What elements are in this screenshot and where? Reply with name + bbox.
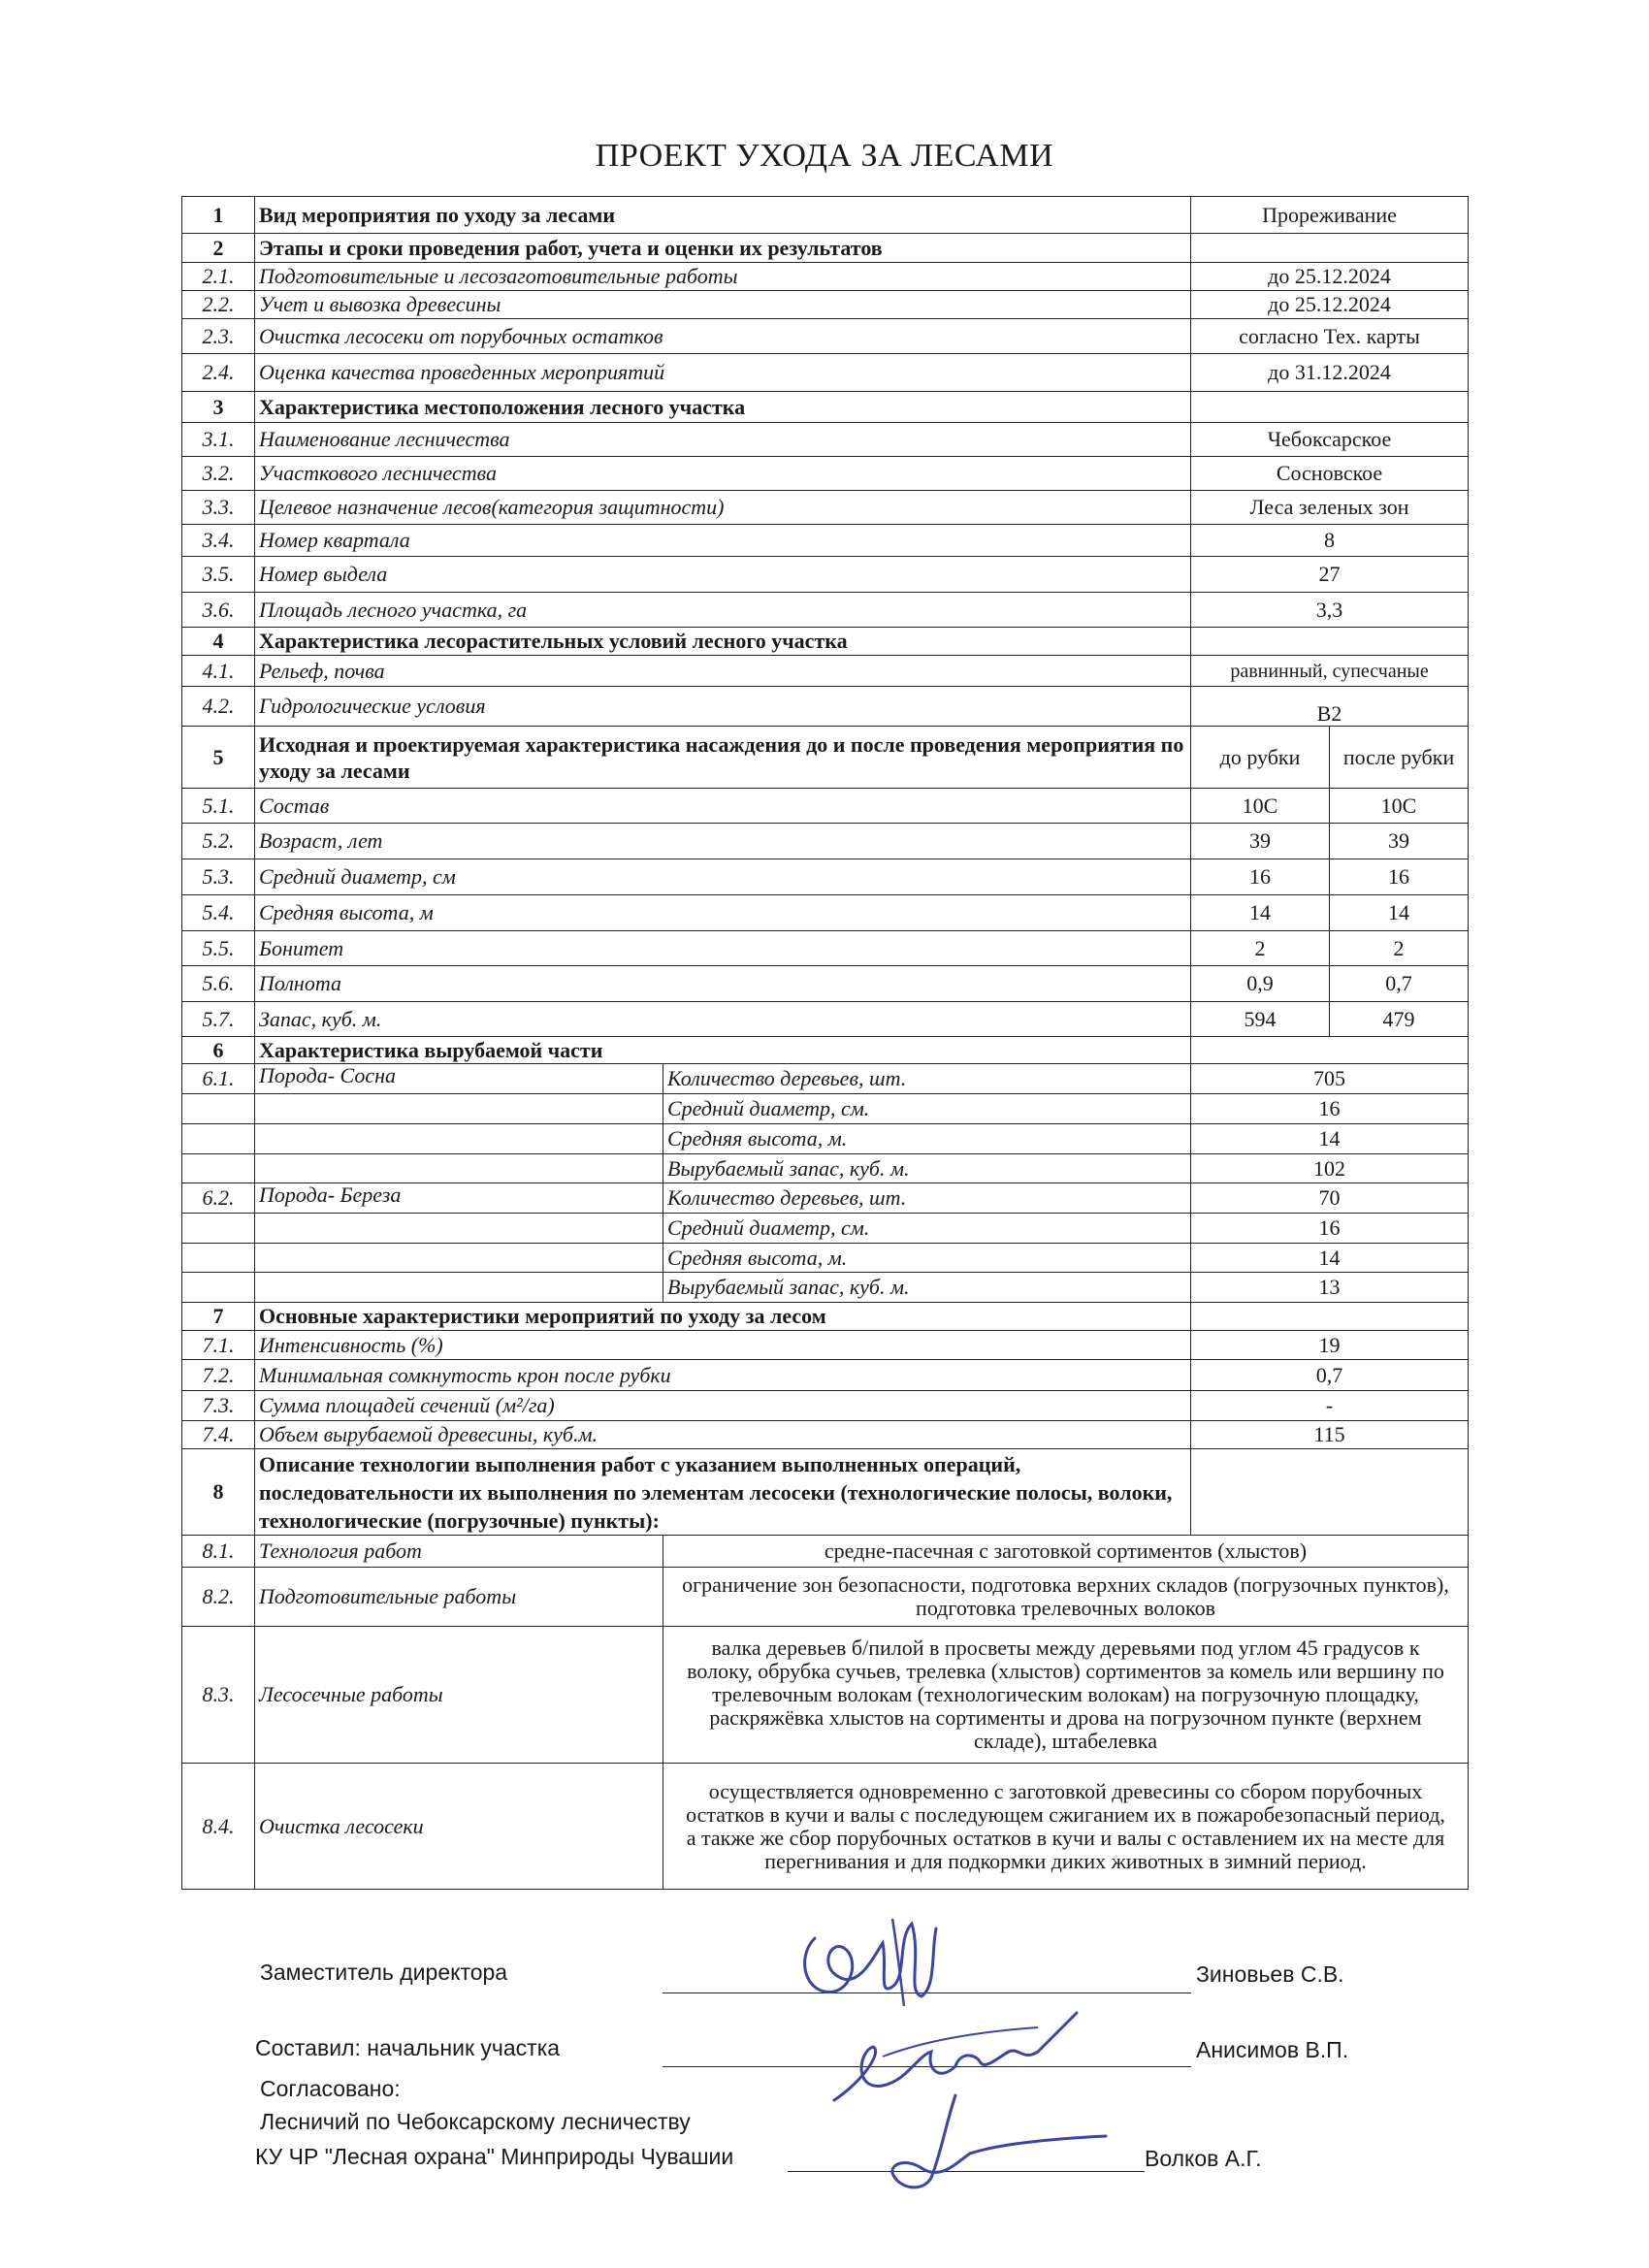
section-number: 3 xyxy=(182,392,255,423)
deputy-name: Зиновьев С.В. xyxy=(1196,1961,1344,1987)
section-heading: Характеристика местоположения лесного участка xyxy=(255,392,1191,423)
param-value: 14 xyxy=(1191,1244,1469,1273)
row-number: 7.4. xyxy=(182,1421,255,1449)
row-3-2 xyxy=(182,457,1469,491)
row-number: 3.6. xyxy=(182,593,255,628)
row-6-2-2 xyxy=(182,1214,1469,1244)
row-number: 2.3. xyxy=(182,319,255,354)
value-before: 14 xyxy=(1191,895,1330,931)
row-3 xyxy=(182,392,1469,423)
row-value: ограничение зон безопасности, подготовка верхних складов (погрузочных пунктов), подготовка трелевочных волоков xyxy=(663,1568,1469,1627)
row-number: 4.2. xyxy=(182,687,255,727)
row-value: осуществляется одновременно с заготовкой древесины со сбором порубочных остатков в кучи и валы с последующем сжиганием их в пожаробезопасный период, а также же сбор порубочных остатков в кучи и валы с оставлением их на месте для перегнивания и для подкормки диких животных в зимний период. xyxy=(663,1764,1469,1890)
row-label: Площадь лесного участка, га xyxy=(255,593,1191,628)
row-2-3 xyxy=(182,319,1469,354)
param-label: Средний диаметр, см. xyxy=(663,1094,1191,1124)
row-label: Подготовительные работы xyxy=(255,1568,663,1627)
row-8-1 xyxy=(182,1536,1469,1568)
row-value: В2 xyxy=(1191,687,1469,727)
row-number: 5.6. xyxy=(182,966,255,1002)
value-after: 14 xyxy=(1330,895,1469,931)
row-value: 8 xyxy=(1191,525,1469,557)
row-label: Участкового лесничества xyxy=(255,457,1191,491)
agreed-label: Согласовано: xyxy=(260,2076,401,2101)
row-number: 5.3. xyxy=(182,859,255,895)
section-number: 5 xyxy=(182,727,255,789)
value-after: 16 xyxy=(1330,859,1469,895)
section-number: 2 xyxy=(182,234,255,263)
row-5-3 xyxy=(182,859,1469,895)
param-label: Количество деревьев, шт. xyxy=(663,1064,1191,1094)
row-value: до 31.12.2024 xyxy=(1191,354,1469,392)
section-heading: Характеристика лесорастительных условий лесного участка xyxy=(255,628,1191,656)
row-5-5 xyxy=(182,931,1469,966)
row-number: 6.1. xyxy=(182,1064,255,1094)
forester-position: Лесничий по Чебоксарскому лесничеству xyxy=(260,2109,691,2134)
row-label: Подготовительные и лесозаготовительные работы xyxy=(255,263,1191,291)
row-label: Возраст, лет xyxy=(255,824,1191,859)
row-number: 3.3. xyxy=(182,491,255,525)
row-7-3 xyxy=(182,1391,1469,1421)
row-label: Учет и вывозка древесины xyxy=(255,291,1191,319)
param-label: Средняя высота, м. xyxy=(663,1124,1191,1154)
value-after: 39 xyxy=(1330,824,1469,859)
row-label: Минимальная сомкнутость крон после рубки xyxy=(255,1360,1191,1391)
row-6-1-3 xyxy=(182,1124,1469,1154)
value-after: 10С xyxy=(1330,789,1469,824)
param-value: 102 xyxy=(1191,1154,1469,1183)
row-3-3 xyxy=(182,491,1469,525)
row-2-1 xyxy=(182,263,1469,291)
row-value: - xyxy=(1191,1391,1469,1421)
row-6 xyxy=(182,1037,1469,1064)
row-value: до 25.12.2024 xyxy=(1191,263,1469,291)
row-label: Рельеф, почва xyxy=(255,656,1191,687)
row-label: Наименование лесничества xyxy=(255,423,1191,457)
row-number: 6.2. xyxy=(182,1183,255,1214)
row-1 xyxy=(182,197,1469,234)
param-value: 70 xyxy=(1191,1183,1469,1214)
row-number: 2.2. xyxy=(182,291,255,319)
row-label: Средний диаметр, см xyxy=(255,859,1191,895)
row-number: 4.1. xyxy=(182,656,255,687)
section-heading: Этапы и сроки проведения работ, учета и оценки их результатов xyxy=(255,234,1191,263)
column-after-header: после рубки xyxy=(1330,727,1469,789)
row-4-1 xyxy=(182,656,1469,687)
deputy-title: Заместитель директора xyxy=(260,1960,508,1985)
row-value: 27 xyxy=(1191,557,1469,593)
row-number: 8.1. xyxy=(182,1536,255,1568)
row-7 xyxy=(182,1303,1469,1331)
row-value: Прореживание xyxy=(1191,197,1469,234)
row-number: 8.2. xyxy=(182,1568,255,1627)
row-5-1 xyxy=(182,789,1469,824)
row-value: 0,7 xyxy=(1191,1360,1469,1391)
row-value: равнинный, супесчаные xyxy=(1191,656,1469,687)
row-number: 2.4. xyxy=(182,354,255,392)
row-number: 5.5. xyxy=(182,931,255,966)
compiled-title: Составил: начальник участка xyxy=(255,2035,561,2060)
section-heading: Исходная и проектируемая характеристика насаждения до и после проведения мероприятия по уходу за лесами xyxy=(255,727,1191,789)
row-number: 1 xyxy=(182,197,255,234)
param-label: Вырубаемый запас, куб. м. xyxy=(663,1273,1191,1303)
forester-name: Волков А.Г. xyxy=(1145,2146,1262,2171)
row-value: согласно Тех. карты xyxy=(1191,319,1469,354)
row-value: 3,3 xyxy=(1191,593,1469,628)
row-4-2 xyxy=(182,687,1469,727)
row-7-2 xyxy=(182,1360,1469,1391)
section-heading: Основные характеристики мероприятий по уходу за лесом xyxy=(255,1303,1191,1331)
column-before-header: до рубки xyxy=(1191,727,1330,789)
row-label: Номер квартала xyxy=(255,525,1191,557)
row-number: 7.2. xyxy=(182,1360,255,1391)
forest-care-table xyxy=(181,196,1469,1890)
row-label: Лесосечные работы xyxy=(255,1627,663,1764)
row-7-1 xyxy=(182,1331,1469,1360)
param-value: 16 xyxy=(1191,1214,1469,1244)
row-label: Вид мероприятия по уходу за лесами xyxy=(255,197,1191,234)
compiled-name: Анисимов В.П. xyxy=(1196,2037,1349,2062)
value-before: 2 xyxy=(1191,931,1330,966)
value-before: 39 xyxy=(1191,824,1330,859)
row-4 xyxy=(182,628,1469,656)
row-5 xyxy=(182,727,1469,789)
row-number: 5.2. xyxy=(182,824,255,859)
row-5-2 xyxy=(182,824,1469,859)
section-number: 4 xyxy=(182,628,255,656)
row-label: Средняя высота, м xyxy=(255,895,1191,931)
row-5-6 xyxy=(182,966,1469,1002)
row-number: 8.4. xyxy=(182,1764,255,1890)
row-label: Очистка лесосеки xyxy=(255,1764,663,1890)
row-label: Бонитет xyxy=(255,931,1191,966)
row-8 xyxy=(182,1449,1469,1536)
section-number: 8 xyxy=(182,1449,255,1536)
value-before: 10С xyxy=(1191,789,1330,824)
row-label: Объем вырубаемой древесины, куб.м. xyxy=(255,1421,1191,1449)
row-3-6 xyxy=(182,593,1469,628)
row-value: Сосновское xyxy=(1191,457,1469,491)
row-value: средне-пасечная с заготовкой сортиментов (хлыстов) xyxy=(663,1536,1469,1568)
forester-organization: КУ ЧР "Лесная охрана" Минприроды Чувашии xyxy=(255,2144,734,2169)
row-6-1-1 xyxy=(182,1064,1469,1094)
row-number: 3.1. xyxy=(182,423,255,457)
row-label: Технология работ xyxy=(255,1536,663,1568)
value-after: 0,7 xyxy=(1330,966,1469,1002)
row-number: 7.3. xyxy=(182,1391,255,1421)
param-label: Средний диаметр, см. xyxy=(663,1214,1191,1244)
row-label: Оценка качества проведенных мероприятий xyxy=(255,354,1191,392)
row-label: Целевое назначение лесов(категория защитности) xyxy=(255,491,1191,525)
row-label: Запас, куб. м. xyxy=(255,1002,1191,1037)
row-number: 3.2. xyxy=(182,457,255,491)
row-7-4 xyxy=(182,1421,1469,1449)
row-6-2-1 xyxy=(182,1183,1469,1214)
section-number: 6 xyxy=(182,1037,255,1064)
row-number: 3.5. xyxy=(182,557,255,593)
value-after: 2 xyxy=(1330,931,1469,966)
value-after: 479 xyxy=(1330,1002,1469,1037)
row-5-7 xyxy=(182,1002,1469,1037)
param-label: Вырубаемый запас, куб. м. xyxy=(663,1154,1191,1183)
row-8-3 xyxy=(182,1627,1469,1764)
value-before: 16 xyxy=(1191,859,1330,895)
document-title: ПРОЕКТ УХОДА ЗА ЛЕСАМИ xyxy=(595,138,1054,174)
row-8-4 xyxy=(182,1764,1469,1890)
row-value: Чебоксарское xyxy=(1191,423,1469,457)
row-number: 3.4. xyxy=(182,525,255,557)
row-label: Интенсивность (%) xyxy=(255,1331,1191,1360)
section-heading: Описание технологии выполнения работ с указанием выполненных операций, последовательности их выполнения по элементам лесосеки (технологические полосы, волоки, технологические (погрузочные) пункты): xyxy=(255,1449,1191,1536)
param-label: Количество деревьев, шт. xyxy=(663,1183,1191,1214)
section-heading: Характеристика вырубаемой части xyxy=(255,1037,1191,1064)
row-number: 8.3. xyxy=(182,1627,255,1764)
row-number: 2.1. xyxy=(182,263,255,291)
row-label: Сумма площадей сечений (м²/га) xyxy=(255,1391,1191,1421)
row-3-5 xyxy=(182,557,1469,593)
row-6-2-4 xyxy=(182,1273,1469,1303)
row-number: 5.4. xyxy=(182,895,255,931)
row-5-4 xyxy=(182,895,1469,931)
row-label: Очистка лесосеки от порубочных остатков xyxy=(255,319,1191,354)
row-label: Гидрологические условия xyxy=(255,687,1191,727)
row-number: 7.1. xyxy=(182,1331,255,1360)
row-label: Состав xyxy=(255,789,1191,824)
row-value: Леса зеленых зон xyxy=(1191,491,1469,525)
row-6-1-2 xyxy=(182,1094,1469,1124)
param-value: 16 xyxy=(1191,1094,1469,1124)
param-value: 13 xyxy=(1191,1273,1469,1303)
param-value: 705 xyxy=(1191,1064,1469,1094)
row-2-4 xyxy=(182,354,1469,392)
row-number: 5.1. xyxy=(182,789,255,824)
row-value: 19 xyxy=(1191,1331,1469,1360)
row-value: 115 xyxy=(1191,1421,1469,1449)
param-value: 14 xyxy=(1191,1124,1469,1154)
row-label: Номер выдела xyxy=(255,557,1191,593)
row-8-2 xyxy=(182,1568,1469,1627)
row-label: Полнота xyxy=(255,966,1191,1002)
value-before: 0,9 xyxy=(1191,966,1330,1002)
row-2 xyxy=(182,234,1469,263)
value-before: 594 xyxy=(1191,1002,1330,1037)
species-label: Порода- Сосна xyxy=(255,1064,663,1094)
forester-signature xyxy=(863,2086,1116,2202)
species-label: Порода- Береза xyxy=(255,1183,663,1214)
row-6-1-4 xyxy=(182,1154,1469,1183)
row-6-2-3 xyxy=(182,1244,1469,1273)
row-2-2 xyxy=(182,291,1469,319)
row-value: валка деревьев б/пилой в просветы между деревьями под углом 45 градусов к волоку, обрубка сучьев, трелевка (хлыстов) сортиментов за комель или вершину по трелевочным волокам (технологическим волокам) на погрузочную площадку, раскряжёвка хлыстов на сортименты и дрова на погрузочном пункте (верхнем складе), штабелевка xyxy=(663,1627,1469,1764)
row-3-1 xyxy=(182,423,1469,457)
row-number: 5.7. xyxy=(182,1002,255,1037)
row-value: до 25.12.2024 xyxy=(1191,291,1469,319)
section-number: 7 xyxy=(182,1303,255,1331)
param-label: Средняя высота, м. xyxy=(663,1244,1191,1273)
row-3-4 xyxy=(182,525,1469,557)
